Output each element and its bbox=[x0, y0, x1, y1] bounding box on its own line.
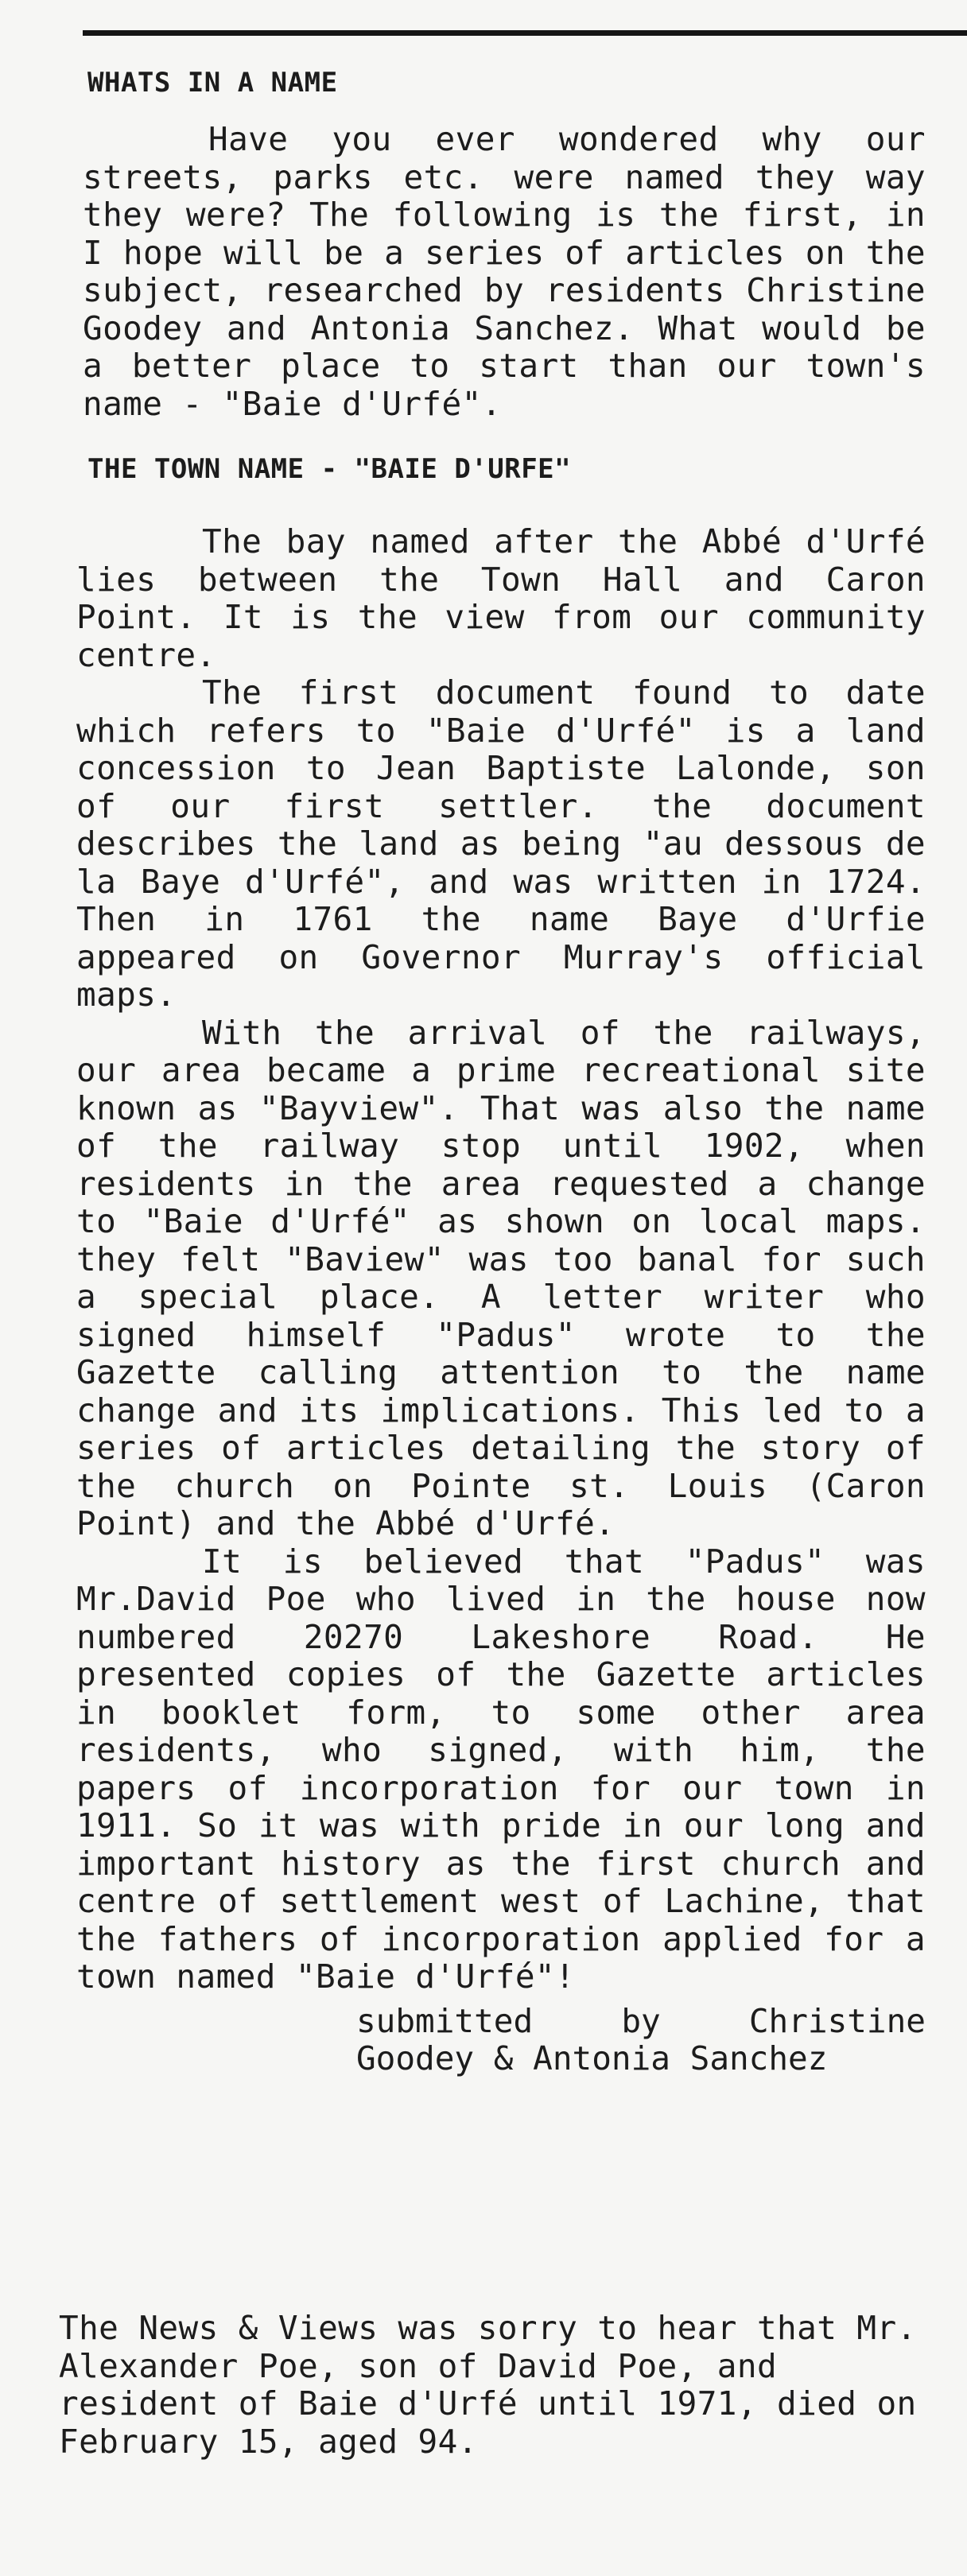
paragraph-railways: With the arrival of the railways, our area became a prime recreational site known as "Bayview". That was also the name of the railway stop until 1902, when residents in the area requested a change to "Baie d'Urfé" as shown on local maps. they felt "Baview" was too banal for such a special place. A letter writer who signed himself "Padus" wrote to the Gazette calling attention to the name change and its implications. This led to a series of articles detailing the story of the church on Pointe st. Louis (Caron Point) and the Abbé d'Urfé. bbox=[76, 1013, 926, 1542]
signature-name-first: Christine bbox=[748, 2001, 926, 2040]
top-rule bbox=[83, 30, 967, 36]
signature-by: by bbox=[621, 2001, 661, 2040]
article bbox=[76, 64, 926, 2078]
section-gap bbox=[0, 2258, 967, 2259]
paragraph-bay: The bay named after the Abbé d'Urfé lies between the Town Hall and Caron Point. It is the view from our community centre. bbox=[76, 522, 926, 674]
signature-line-1 bbox=[356, 2003, 926, 2041]
obituary-notice: The News & Views was sorry to hear that Mr. Alexander Poe, son of David Poe, and resident of Baie d'Urfé until 1971, died on February 15, aged 94. bbox=[59, 2309, 917, 2461]
signature-submitted: submitted bbox=[356, 2001, 534, 2040]
article-heading: WHATS IN A NAME bbox=[87, 67, 338, 99]
article-subheading: THE TOWN NAME - "BAIE D'URFE" bbox=[87, 453, 572, 485]
signature bbox=[356, 2003, 926, 2078]
paragraph-padus: It is believed that "Padus" was Mr.David Poe who lived in the house now numbered 20270 Lakeshore Road. He presented copies of the Gazette articles in booklet form, to some other area residents, who signed, with him, the papers of incorporation for our town in 1911. So it was with pride in our long and important history as the first church and centre of settlement west of Lachine, that the fathers of incorporation applied for a town named "Baie d'Urfé"! bbox=[76, 1542, 926, 1996]
paragraph-first-document: The first document found to date which refers to "Baie d'Urfé" is a land concession to Jean Baptiste Lalonde, son of our first settler. the document describes the land as being "au dessous de la Baye d'Urfé", and was written in 1724. Then in 1761 the name Baye d'Urfie appeared on Governor Murray's official maps. bbox=[76, 673, 926, 1014]
intro-paragraph: Have you ever wondered why our streets, parks etc. were named they way they were? The following is the first, in I hope will be a series of articles on the subject, researched by residents Christine Goodey and Antonia Sanchez. What would be a better place to start than our town's name - "Baie d'Urfé". bbox=[83, 120, 926, 423]
signature-line-2: Goodey & Antonia Sanchez bbox=[356, 2039, 828, 2077]
